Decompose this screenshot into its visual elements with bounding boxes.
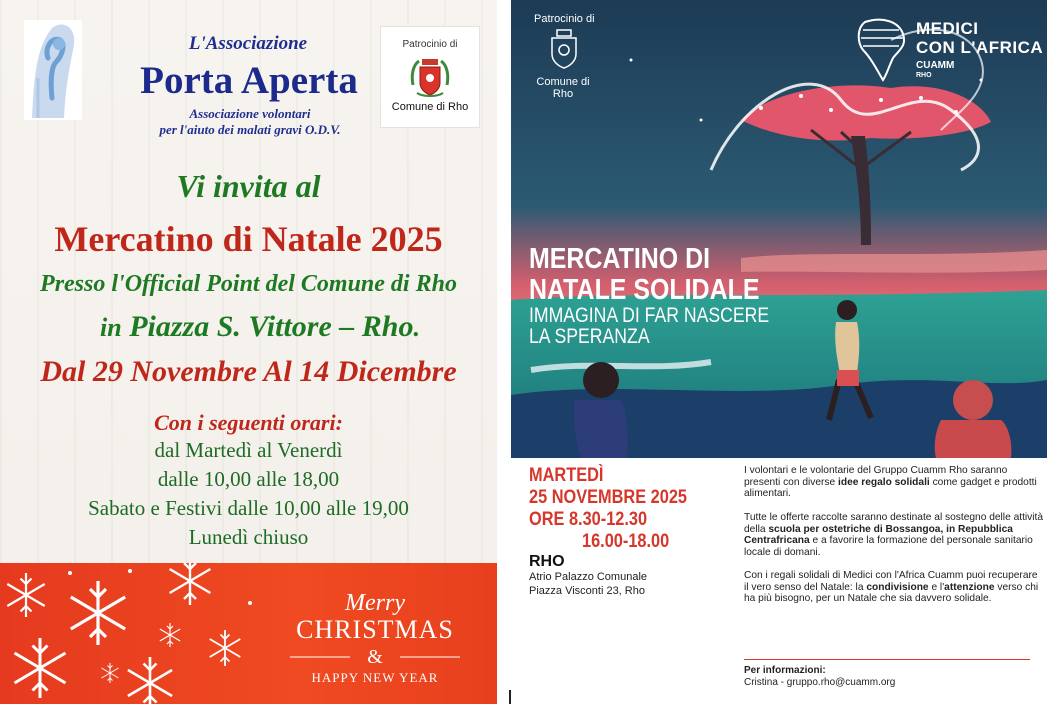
event-time-2: 16.00-18.00 bbox=[582, 531, 670, 552]
info-heading: Per informazioni: bbox=[744, 665, 826, 676]
org-name-line3: CUAMM bbox=[916, 60, 955, 71]
paragraph-text: e l' bbox=[928, 581, 945, 593]
event-title: Mercatino di Natale 2025 bbox=[54, 219, 443, 259]
paragraph-bold-text: idee regalo solidali bbox=[838, 476, 930, 488]
dates-line: Dal 29 Novembre Al 14 Dicembre bbox=[40, 355, 457, 388]
paragraph-text: come gadget e prodotti alimentari. bbox=[744, 476, 1037, 500]
cuamm-logo-icon bbox=[853, 14, 911, 82]
poster-title-line1: MERCATINO DI bbox=[529, 243, 711, 275]
paragraph-text: Con i regali solidali di Medici con l'Africa Cuamm puoi recuperare il vero senso del Natale: la bbox=[744, 570, 1038, 593]
event-time-1: ORE 8.30-12.30 bbox=[529, 509, 648, 530]
snowflakes-icon bbox=[0, 563, 280, 704]
location-line: Presso l'Official Point del Comune di Rho bbox=[40, 271, 457, 297]
hours-heading: Con i seguenti orari: bbox=[154, 410, 343, 435]
paragraph-bold-text: scuola per ostetriche di Bossangoa, in Repubblica Centrafricana bbox=[744, 523, 1013, 547]
paragraph-bold-text: attenzione bbox=[944, 581, 995, 593]
patronage-label: Patrocinio di bbox=[402, 39, 458, 50]
patronage-label: Patrocinio di bbox=[534, 13, 595, 25]
divider-ornament-icon bbox=[290, 653, 460, 661]
greeting-merry: Merry bbox=[345, 590, 405, 616]
hours-line: Sabato e Festivi dalle 10,00 alle 19,00 bbox=[88, 496, 409, 520]
description-paragraph-2 bbox=[744, 512, 1044, 558]
porta-aperta-poster bbox=[0, 0, 497, 704]
poster-title-line2: NATALE SOLIDALE bbox=[529, 274, 760, 306]
piazza-dot: . bbox=[413, 313, 420, 342]
association-name: Porta Aperta bbox=[140, 59, 358, 102]
event-city: RHO bbox=[529, 553, 565, 570]
association-logo-icon bbox=[22, 18, 84, 122]
org-name-line2: CON L'AFRICA bbox=[916, 38, 1044, 57]
event-date: 25 NOVEMBRE 2025 bbox=[529, 487, 688, 508]
poster-subtitle-line2: LA SPERANZA bbox=[529, 325, 650, 348]
piazza-name: Piazza S. Vittore – Rho bbox=[129, 310, 414, 343]
paragraph-text: I volontari e le volontarie del Gruppo Cuamm Rho saranno presenti con diverse bbox=[744, 465, 1008, 488]
africa-landscape-illustration bbox=[511, 0, 1047, 458]
hours-line: dal Martedì al Venerdì bbox=[154, 438, 343, 462]
patronage-name: Comune di Rho bbox=[391, 101, 469, 113]
association-subtitle-2: per l'aiuto dei malati gravi O.D.V. bbox=[159, 122, 341, 137]
info-divider bbox=[744, 659, 1030, 660]
info-contact: Cristina - gruppo.rho@cuamm.org bbox=[744, 677, 896, 688]
org-name-line4: RHO bbox=[916, 72, 932, 79]
greeting-ampersand: & bbox=[367, 646, 383, 668]
greeting-new-year: HAPPY NEW YEAR bbox=[311, 670, 439, 685]
invite-text: Vi invita al bbox=[176, 168, 321, 204]
piazza-line bbox=[40, 310, 480, 344]
christmas-banner bbox=[0, 563, 497, 704]
event-day: MARTEDÌ bbox=[529, 465, 604, 486]
piazza-in: in bbox=[100, 313, 122, 342]
paragraph-text: verso chi ha più bisogno, per un Natale che sia davvero solidale. bbox=[744, 581, 1039, 605]
cuamm-poster bbox=[511, 0, 1047, 704]
association-subtitle-1: Associazione volontari bbox=[189, 106, 311, 121]
rho-crest-icon bbox=[409, 55, 451, 99]
event-address: Piazza Visconti 23, Rho bbox=[529, 585, 645, 597]
hours-line: Lunedì chiuso bbox=[188, 525, 309, 549]
patronage-name: Comune di Rho bbox=[536, 76, 590, 100]
description-paragraph-3 bbox=[744, 570, 1044, 605]
event-venue: Atrio Palazzo Comunale bbox=[529, 571, 648, 583]
paragraph-text: e a favorire la formazione del personale sanitario locale di domani. bbox=[744, 535, 1033, 558]
patronage-box bbox=[380, 26, 480, 128]
description-paragraph-1 bbox=[744, 465, 1044, 500]
paragraph-text: Tutte le offerte raccolte saranno destinate al sostegno delle attività della bbox=[744, 512, 1044, 535]
hours-line: dalle 10,00 alle 18,00 bbox=[157, 467, 340, 491]
greeting-christmas: CHRISTMAS bbox=[296, 615, 454, 644]
poster-subtitle-line1: IMMAGINA DI FAR NASCERE bbox=[529, 304, 770, 327]
paragraph-bold-text: condivisione bbox=[866, 581, 929, 593]
rho-crest-icon bbox=[547, 28, 581, 70]
org-name-line1: MEDICI bbox=[916, 19, 979, 38]
association-prefix: L'Associazione bbox=[188, 33, 308, 54]
